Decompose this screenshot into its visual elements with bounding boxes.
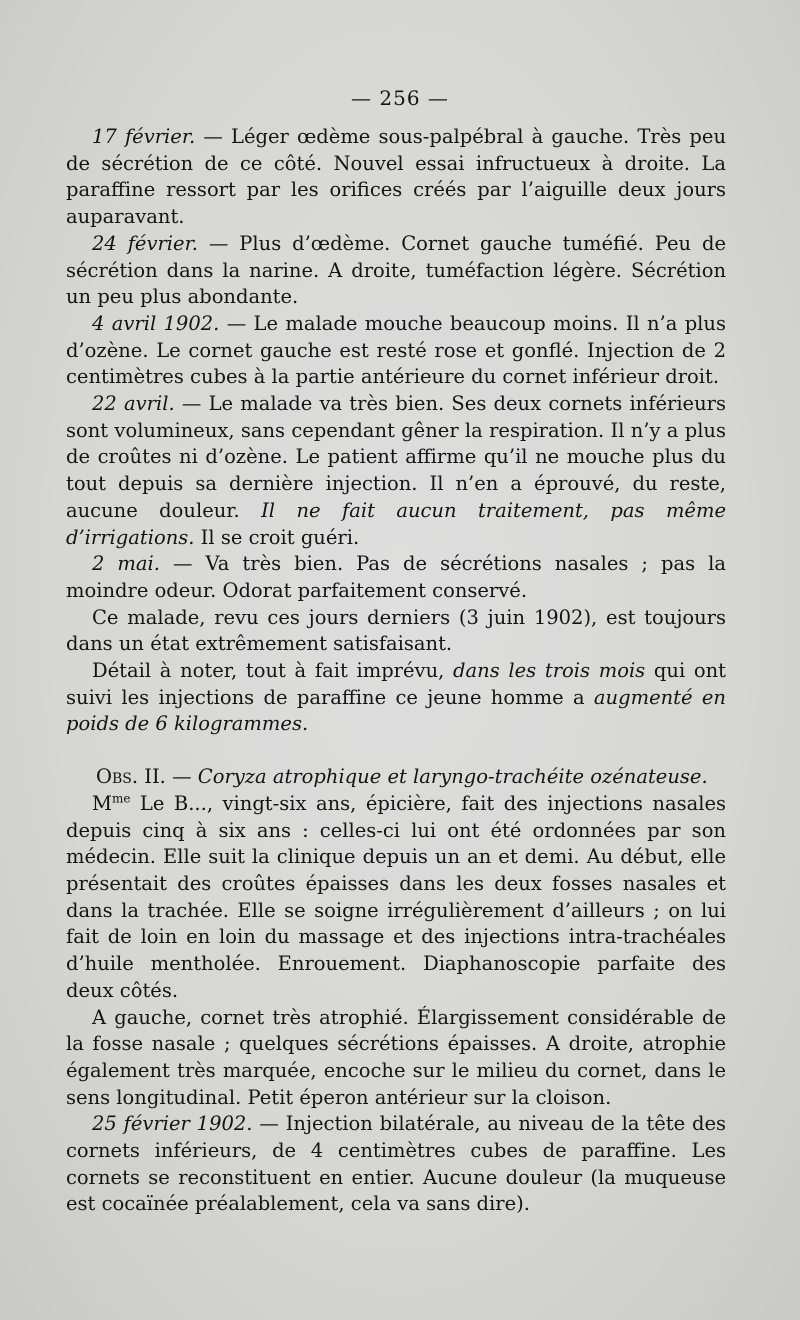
paragraph-revu: Ce malade, revu ces jours derniers (3 juin 1902), est toujours dans un état extrêmement satisfaisant. xyxy=(66,605,726,656)
entry-date: 24 février. xyxy=(92,231,198,255)
entry-date: 22 avril. xyxy=(92,392,175,416)
observation-title: Coryza atrophique et laryngo-trachéite ozénateuse. xyxy=(197,765,708,789)
entry-date: 25 février 1902. xyxy=(92,1112,253,1136)
paragraph-a-gauche: A gauche, cornet très atrophié. Élargissement considérable de la fosse nasale ; quelques sécrétions épaisses. A droite, atrophie également très marquée, encoche sur le milieu du cornet, dans le sens longitudinal. Petit éperon antérieur sur la cloison. xyxy=(66,1005,726,1109)
section-gap xyxy=(66,738,726,764)
observation-label: Obs. II. xyxy=(96,765,166,789)
entry-text: Injection bilatérale, au niveau de la tête des cornets inférieurs, de 4 centimètres cubes de paraffine. Les cornets se reconstituent en entier. Aucune douleur (la muqueuse est cocaïnée préalablement, cela va sans dire). xyxy=(66,1112,726,1216)
paragraph-mme: $M^{me}$ Le B..., vingt-six ans, épicière, fait des injections nasales depuis cinq à six ans : celles-ci lui ont été ordonnées par son médecin. Elle suit la clinique depuis un an et demi. Au début, elle présentait des croûtes épaisses dans les deux fosses nasales et dans la trachée. Elle se soigne irrégulièrement d’ailleurs ; on lui fait de loin en loin du massage et des injections intra-trachéales d’huile mentholée. Enrouement. Diaphanoscopie parfaite des deux côtés. xyxy=(66,791,726,1002)
entry-24-fevrier: 24 février. — Plus d’œdème. Cornet gauche tuméfié. Peu de sécrétion dans la narine. A droite, tuméfaction légère. Sécrétion un peu plus abondante. xyxy=(66,231,726,309)
entry-date: 2 mai. xyxy=(92,552,160,576)
entry-17-fevrier: 17 février. — Léger œdème sous-palpébral à gauche. Très peu de sécrétion de ce côté. Nouvel essai infructueux à droite. La paraffine ressort par les orifices créés par l’aiguille deux jours auparavant. xyxy=(66,125,727,229)
entry-4-avril: 4 avril 1902. — Le malade mouche beaucoup moins. Il n’a plus d’ozène. Le cornet gauche est resté rose et gonflé. Injection de 2 centimètres cubes à la partie antérieure du cornet inférieur droit. xyxy=(66,311,726,389)
entry-date: 4 avril 1902. xyxy=(92,311,220,335)
entry-2-mai: 2 mai. — Va très bien. Pas de sécrétions nasales ; pas la moindre odeur. Odorat parfaitement conservé. xyxy=(66,552,726,602)
paragraph-detail: Détail à noter, tout à fait imprévu, dans les trois mois qui ont suivi les injections de paraffine ce jeune homme a augmenté en poids de 6 kilogrammes. xyxy=(66,659,727,736)
entry-text: Le malade mouche beaucoup moins. Il n’a plus d’ozène. Le cornet gauche est resté rose et gonflé. Injection de 2 centimètres cubes à la partie antérieure du cornet inférieur droit. xyxy=(66,311,726,389)
entry-tail: Il se croit guéri. xyxy=(194,525,360,549)
entry-date: 17 février. xyxy=(92,125,196,148)
entry-text: Léger œdème sous-palpébral à gauche. Très peu de sécrétion de ce côté. Nouvel essai infructueux à droite. La paraffine ressort par les orifices créés par l’aiguille deux jours auparavant. xyxy=(66,125,727,229)
observation-heading: Obs. II. — Coryza atrophique et laryngo-trachéite ozénateuse. xyxy=(96,765,708,789)
page-number: — 256 — xyxy=(351,86,449,110)
entry-text: Le malade va très bien. Ses deux cornets inférieurs sont volumineux, sans cependant gêner la respiration. Il n’y a plus de croûtes ni d’ozène. Le patient affirme qu’il ne mouche plus du tout depuis sa dernière injection. Il n’en a éprouvé, du reste, aucune douleur. xyxy=(66,392,726,522)
body-text xyxy=(66,124,726,1218)
entry-25-fevrier: 25 février 1902. — Injection bilatérale, au niveau de la tête des cornets inférieurs, de 4 centimètres cubes de paraffine. Les cornets se reconstituent en entier. Aucune douleur (la muqueuse est cocaïnée préalablement, cela va sans dire). xyxy=(66,1112,726,1216)
entry-italic-note: Il ne fait aucun traitement, pas même d’irrigations. xyxy=(66,498,726,549)
entry-text: Plus d’œdème. Cornet gauche tuméfié. Peu de sécrétion dans la narine. A droite, tuméfaction légère. Sécrétion un peu plus abondante. xyxy=(66,231,726,309)
entry-22-avril: 22 avril. — Le malade va très bien. Ses deux cornets inférieurs sont volumineux, sans cependant gêner la respiration. Il n’y a plus de croûtes ni d’ozène. Le patient affirme qu’il ne mouche plus du tout depuis sa dernière injection. Il n’en a éprouvé, du reste, aucune douleur. Il ne fait aucun traitement, pas même d’irrigations. Il se croit guéri. xyxy=(66,392,726,549)
entry-text: Va très bien. Pas de sécrétions nasales ; pas la moindre odeur. Odorat parfaitement conservé. xyxy=(66,552,726,602)
